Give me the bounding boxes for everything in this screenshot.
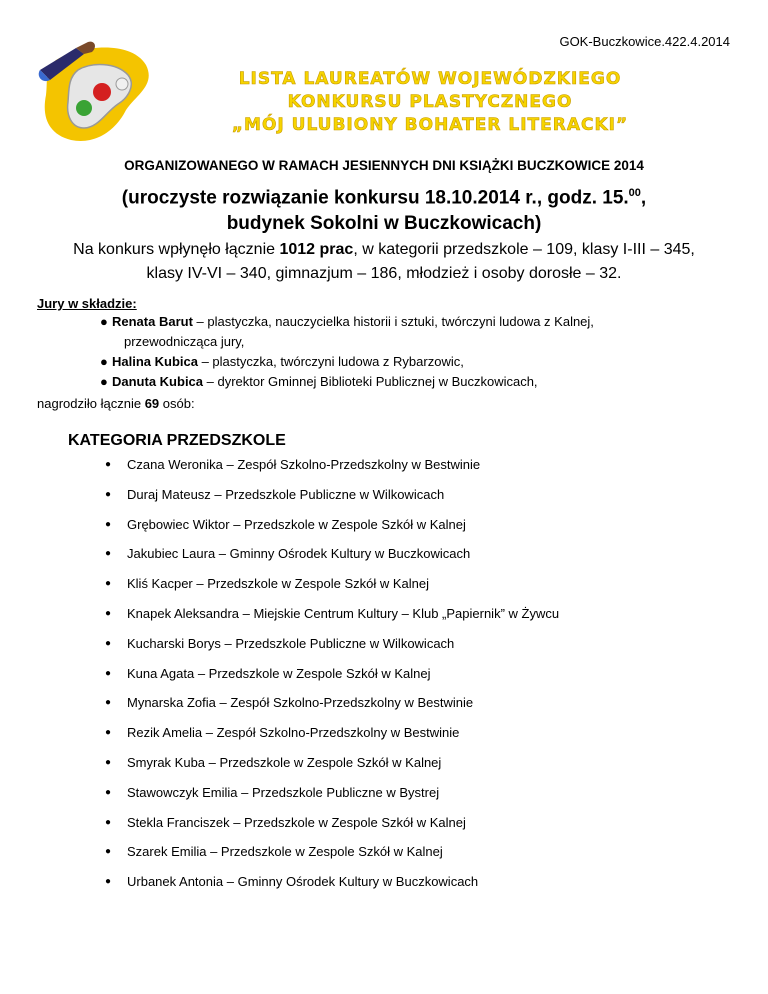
bullet-icon: ● <box>105 518 112 530</box>
document-title <box>160 68 700 137</box>
ceremony-info <box>0 180 768 237</box>
title-line: „MÓJ ULUBIONY BOHATER LITERACKI” <box>231 115 629 135</box>
winner-text: Mynarska Zofia – Zespół Szkolno-Przedszkolny w Bestwinie <box>127 695 474 711</box>
bullet-icon: ● <box>105 607 112 619</box>
winner-text: Rezik Amelia – Zespół Szkolno-Przedszkolny w Bestwinie <box>127 725 460 741</box>
bullet-icon: ● <box>105 756 112 768</box>
bullet-icon: ● <box>105 548 112 560</box>
winner-text: Jakubiec Laura – Gminny Ośrodek Kultury w Buczkowicach <box>127 546 471 562</box>
winner-text: Szarek Emilia – Przedszkole w Zespole Szkół w Kalnej <box>127 844 443 860</box>
summary-text: Na konkurs wpłynęło łącznie <box>73 241 280 258</box>
summary-line-1 <box>40 238 728 262</box>
palette-paintbrush-icon <box>36 40 156 150</box>
winner-text: Urbanek Antonia – Gminny Ośrodek Kultury w Buczkowicach <box>127 874 479 890</box>
winner-text: Kuna Agata – Przedszkole w Zespole Szkół w Kalnej <box>127 665 431 681</box>
winner-item <box>100 453 559 483</box>
winner-text: Duraj Mateusz – Przedszkole Publiczne w Wilkowicach <box>127 486 445 502</box>
ceremony-line-2: budynek Sokolni w Buczkowicach) <box>226 213 542 235</box>
winner-item <box>100 870 559 900</box>
bullet-icon: ● <box>100 374 108 389</box>
winner-item <box>100 691 559 721</box>
winner-item <box>100 721 559 751</box>
document-reference: GOK-Buczkowice.422.4.2014 <box>559 34 730 49</box>
awarded-count <box>37 396 195 411</box>
winner-item <box>100 602 559 632</box>
winner-text: Knapek Aleksandra – Miejskie Centrum Kultury – Klub „Papiernik” w Żywcu <box>127 605 560 621</box>
ceremony-minutes: 00 <box>628 187 641 199</box>
winner-item <box>100 811 559 841</box>
bullet-icon: ● <box>105 786 112 798</box>
entries-summary <box>40 238 728 286</box>
winners-list <box>100 453 559 900</box>
category-heading: KATEGORIA PRZEDSZKOLE <box>68 432 286 449</box>
winner-item <box>100 542 559 572</box>
bullet-icon: ● <box>105 876 112 888</box>
winner-item <box>100 840 559 870</box>
awarded-text: osób: <box>159 396 195 411</box>
winner-text: Grębowiec Wiktor – Przedszkole w Zespole Szkół w Kalnej <box>127 516 466 532</box>
winner-item <box>100 513 559 543</box>
summary-text: , w kategorii przedszkole – 109, klasy I-III – 345, <box>353 241 695 258</box>
bullet-icon: ● <box>105 488 112 500</box>
bullet-icon: ● <box>105 846 112 858</box>
jury-member-desc: – plastyczka, twórczyni ludowa z Rybarzowic, <box>197 354 464 369</box>
jury-member <box>100 372 700 392</box>
bullet-icon: ● <box>100 354 108 369</box>
winner-text: Czana Weronika – Zespół Szkolno-Przedszkolny w Bestwinie <box>127 457 481 472</box>
bullet-icon: ● <box>105 578 112 590</box>
awarded-text: nagrodziło łącznie <box>37 396 145 411</box>
title-line: LISTA LAUREATÓW WOJEWÓDZKIEGO <box>238 69 622 89</box>
winner-item <box>100 632 559 662</box>
jury-member-name: Halina Kubica <box>112 354 198 369</box>
winner-text: Kucharski Borys – Przedszkole Publiczne w Wilkowicach <box>127 635 455 651</box>
organized-line: ORGANIZOWANEGO W RAMACH JESIENNYCH DNI KSIĄŻKI BUCZKOWICE 2014 <box>124 158 644 173</box>
bullet-icon: ● <box>105 667 112 679</box>
ceremony-line-1 <box>0 180 768 211</box>
jury-heading: Jury w składzie: <box>37 296 137 311</box>
winner-text: Stawowczyk Emilia – Przedszkole Publiczne w Bystrej <box>127 784 440 800</box>
jury-member <box>100 312 700 352</box>
bullet-icon: ● <box>105 727 112 739</box>
jury-member-desc: – dyrektor Gminnej Biblioteki Publicznej w Buczkowicach, <box>203 374 538 389</box>
winner-item <box>100 483 559 513</box>
bullet-icon: ● <box>105 816 112 828</box>
summary-line-2: klasy IV-VI – 340, gimnazjum – 186, młodzież i osoby dorosłe – 32. <box>146 265 622 282</box>
winner-item <box>100 781 559 811</box>
winner-item <box>100 751 559 781</box>
bullet-icon: ● <box>100 314 108 329</box>
awarded-number: 69 <box>144 396 160 411</box>
jury-member-name: Renata Barut <box>112 314 193 329</box>
jury-list <box>100 312 700 392</box>
winner-text: Kliś Kacper – Przedszkole w Zespole Szkół w Kalnej <box>127 576 430 592</box>
bullet-icon: ● <box>105 697 112 709</box>
winner-item <box>100 572 559 602</box>
title-line: KONKURSU PLASTYCZNEGO <box>287 92 573 112</box>
jury-member-name: Danuta Kubica <box>112 374 204 389</box>
jury-member-desc: – plastyczka, nauczycielka historii i sztuki, twórczyni ludowa z Kalnej, <box>192 314 594 329</box>
winner-item <box>100 662 559 692</box>
winner-text: Stekla Franciszek – Przedszkole w Zespole Szkół w Kalnej <box>127 814 466 830</box>
bullet-icon: ● <box>105 637 112 649</box>
jury-member <box>100 352 700 372</box>
jury-member-desc-cont: przewodnicząca jury, <box>124 334 245 349</box>
summary-count: 1012 prac <box>279 241 354 258</box>
bullet-icon: ● <box>105 459 112 470</box>
ceremony-comma: , <box>640 187 647 209</box>
winner-text: Smyrak Kuba – Przedszkole w Zespole Szkół w Kalnej <box>127 754 442 770</box>
ceremony-date: (uroczyste rozwiązanie konkursu 18.10.2014 r., godz. 15. <box>121 187 629 209</box>
